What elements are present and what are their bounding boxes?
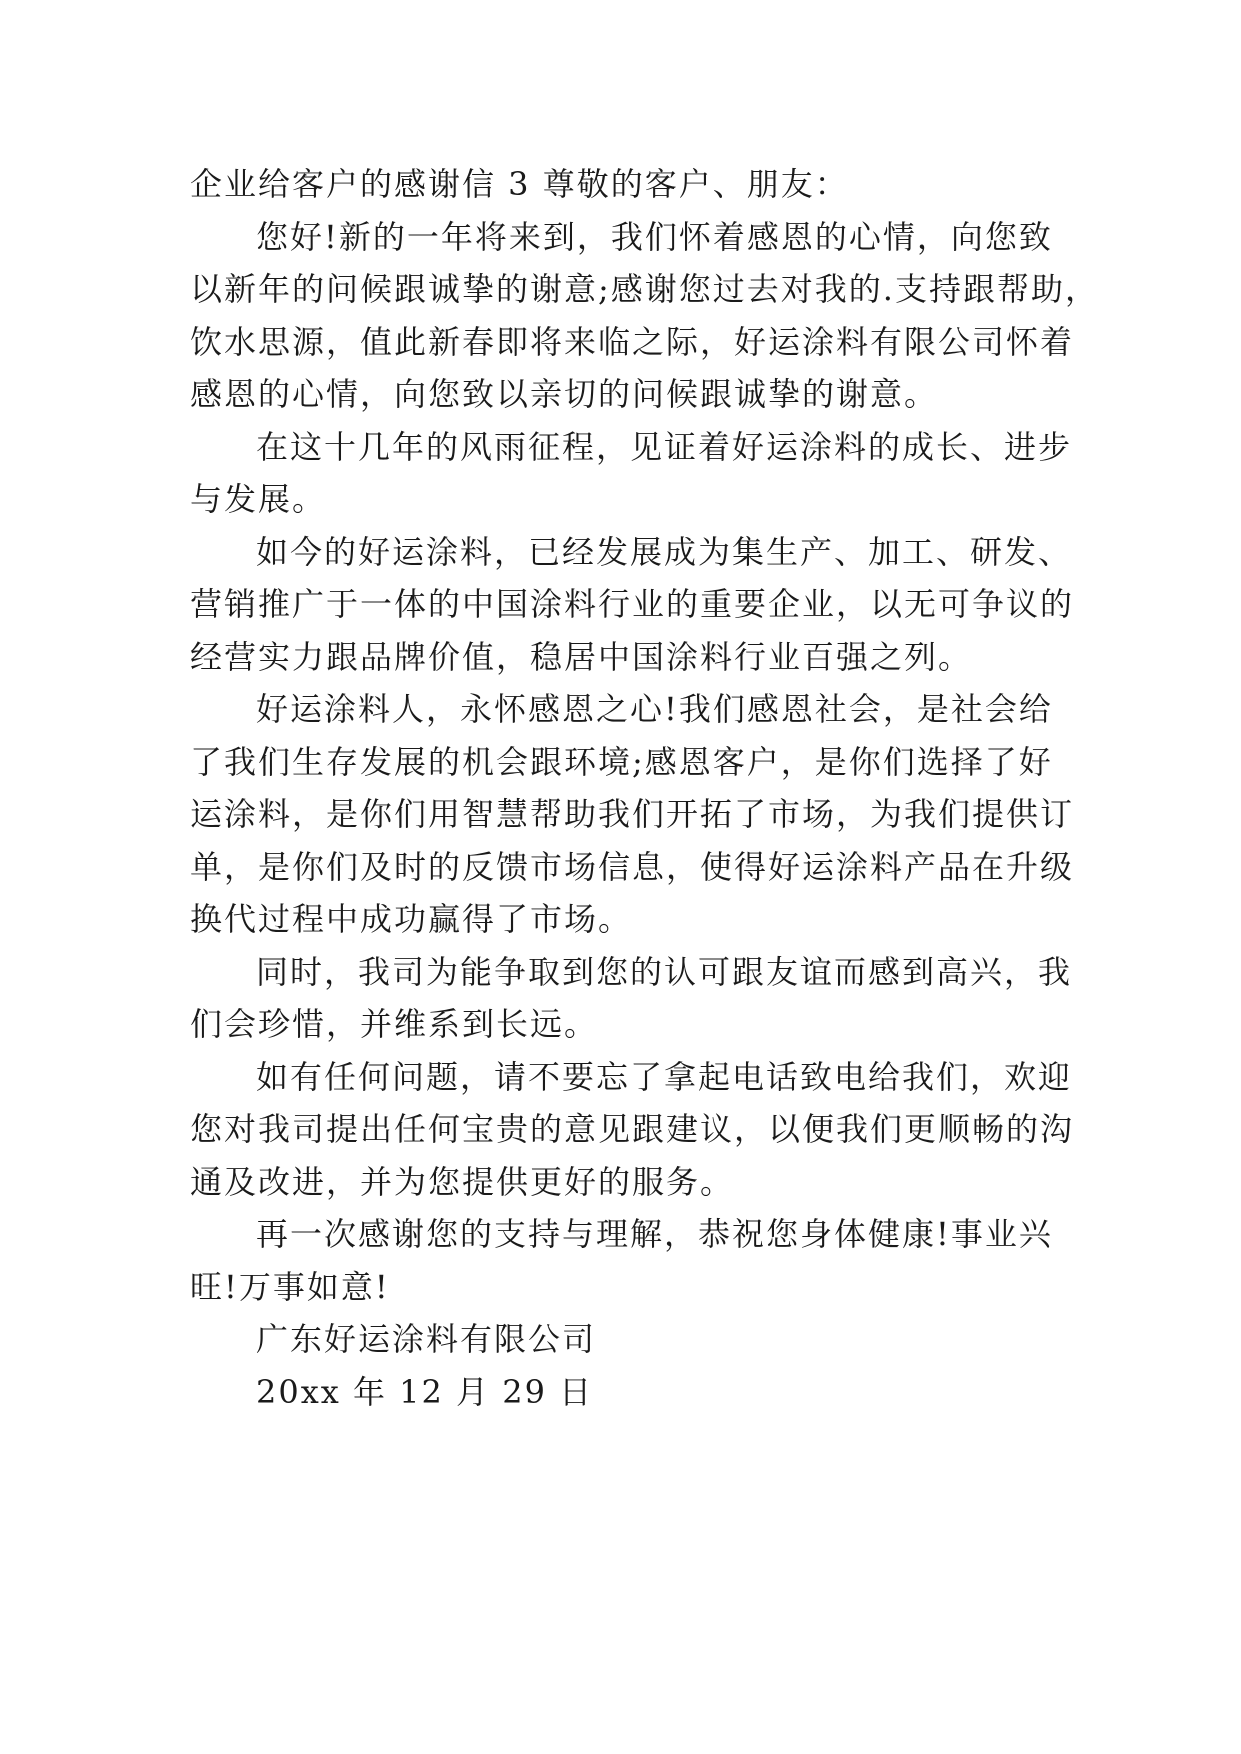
paragraph-line: 换代过程中成功赢得了市场。: [190, 900, 633, 938]
paragraph-line: 经营实力跟品牌价值，稳居中国涂料行业百强之列。: [190, 637, 973, 676]
paragraph-line: 如有任何问题，请不要忘了拿起电话致电给我们，欢迎: [256, 1057, 1073, 1096]
signature-date: 20xx 年 12 月 29 日: [256, 1372, 594, 1411]
paragraph-line: 营销推广于一体的中国涂料行业的重要企业，以无可争议的: [190, 585, 1075, 623]
paragraph-line: 以新年的问候跟诚挚的谢意;感谢您过去对我的.支持跟帮助，: [190, 270, 1099, 308]
paragraph-line: 再一次感谢您的支持与理解，恭祝您身体健康!事业兴: [256, 1215, 1053, 1253]
paragraph-line: 在这十几年的风雨征程，见证着好运涂料的成长、进步: [256, 427, 1073, 466]
paragraph-line: 旺!万事如意!: [190, 1267, 390, 1306]
paragraph-line: 通及改进，并为您提供更好的服务。: [190, 1162, 735, 1201]
letter-title-line: 企业给客户的感谢信 3 尊敬的客户、朋友：: [190, 165, 849, 203]
paragraph-line: 如今的好运涂料，已经发展成为集生产、加工、研发、: [256, 532, 1073, 571]
paragraph-line: 您对我司提出任何宝贵的意见跟建议，以便我们更顺畅的沟: [190, 1110, 1075, 1148]
signature-company: 广东好运涂料有限公司: [256, 1320, 597, 1358]
letter-body: [190, 158, 1099, 1418]
paragraph-line: 饮水思源，值此新春即将来临之际，好运涂料有限公司怀着: [190, 322, 1075, 361]
paragraph-line: 单，是你们及时的反馈市场信息，使得好运涂料产品在升级: [190, 847, 1075, 886]
paragraph-line: 运涂料，是你们用智慧帮助我们开拓了市场，为我们提供订: [190, 795, 1075, 833]
paragraph-line: 了我们生存发展的机会跟环境;感恩客户，是你们选择了好: [190, 742, 1053, 781]
paragraph-line: 们会珍惜，并维系到长远。: [190, 1005, 599, 1043]
paragraph-line: 您好!新的一年将来到，我们怀着感恩的心情，向您致: [256, 217, 1053, 256]
paragraph-line: 同时，我司为能争取到您的认可跟友谊而感到高兴，我: [256, 952, 1073, 991]
paragraph-line: 与发展。: [190, 480, 327, 518]
paragraph-line: 感恩的心情，向您致以亲切的问候跟诚挚的谢意。: [190, 375, 939, 413]
paragraph-line: 好运涂料人，永怀感恩之心!我们感恩社会，是社会给: [256, 690, 1053, 728]
